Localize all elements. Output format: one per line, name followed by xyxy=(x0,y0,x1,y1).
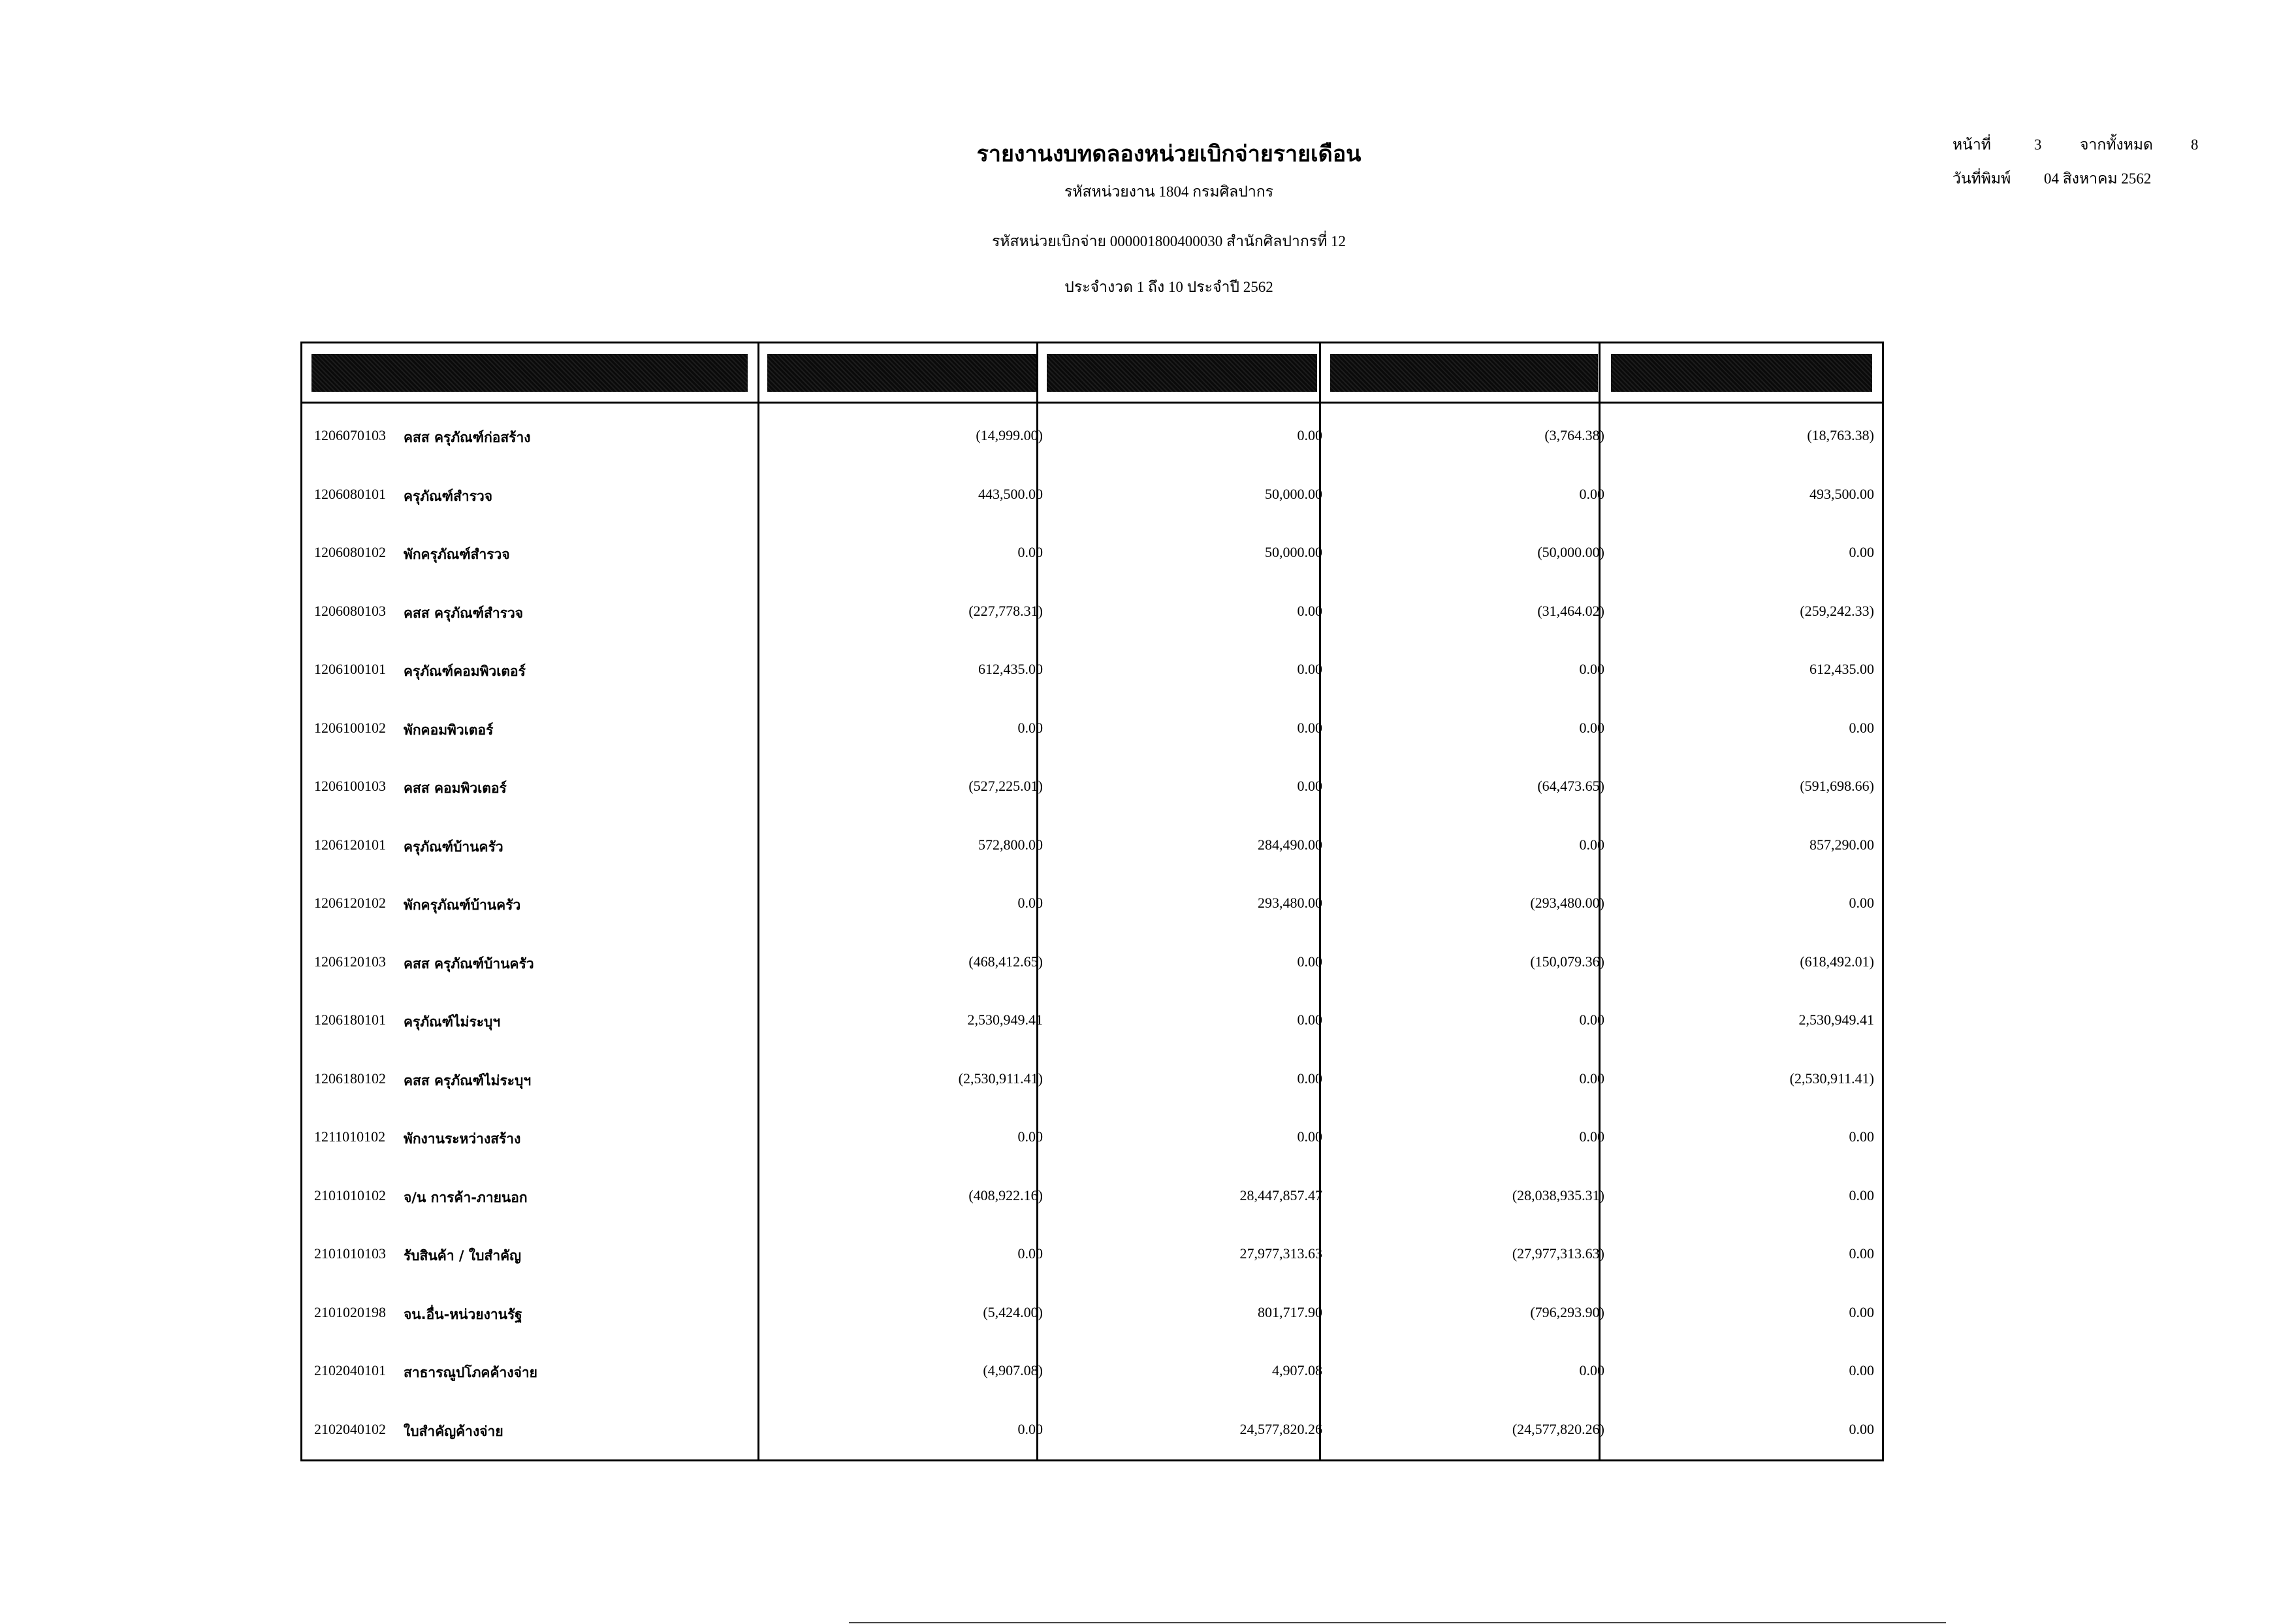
credit-amount: (27,977,313.63) xyxy=(1512,1245,1604,1262)
closing-balance: 2,530,949.41 xyxy=(1798,1011,1874,1028)
opening-balance: 0.00 xyxy=(1017,544,1043,560)
closing-balance: 493,500.00 xyxy=(1809,485,1874,502)
disbursement-unit-line: รหัสหน่วยเบิกจ่าย 000001800400030 สำนักศิลปากรที่ 12 xyxy=(991,233,1346,249)
opening-balance: (4,907.08) xyxy=(983,1362,1043,1378)
opening-balance: (468,412.65) xyxy=(968,953,1043,970)
table-row xyxy=(302,1281,1882,1339)
account-name: คสส ครุภัณฑ์บ้านครัว xyxy=(404,955,534,972)
closing-balance: 857,290.00 xyxy=(1809,836,1874,853)
credit-amount: (24,577,820.26) xyxy=(1512,1420,1604,1437)
closing-balance: (259,242.33) xyxy=(1800,602,1874,619)
account-name: พักครุภัณฑ์สำรวจ xyxy=(404,547,510,562)
credit-amount: (150,079.36) xyxy=(1530,953,1604,970)
debit-amount: 50,000.00 xyxy=(1265,485,1322,502)
account-code: 1211010102 xyxy=(314,1128,386,1145)
account-code: 2102040101 xyxy=(314,1362,386,1378)
debit-amount: 0.00 xyxy=(1297,1128,1322,1145)
closing-balance: (618,492.01) xyxy=(1800,953,1874,970)
opening-balance: (408,922.16) xyxy=(968,1186,1043,1203)
credit-amount: (293,480.00) xyxy=(1530,895,1604,911)
closing-balance: 0.00 xyxy=(1849,719,1874,736)
opening-balance: (2,530,911.41) xyxy=(958,1070,1043,1087)
closing-balance: 0.00 xyxy=(1849,1186,1874,1203)
column-header-debit xyxy=(1047,354,1317,392)
table-header xyxy=(302,343,1882,404)
opening-balance: (227,778.31) xyxy=(968,602,1043,619)
closing-balance: 0.00 xyxy=(1849,1420,1874,1437)
account-name: ครุภัณฑ์คอมพิวเตอร์ xyxy=(404,663,526,679)
debit-amount: 50,000.00 xyxy=(1265,544,1322,560)
account-name: สาธารณูปโภคค้างจ่าย xyxy=(404,1365,537,1380)
account-code: 1206100103 xyxy=(314,778,386,794)
table-row xyxy=(302,1397,1882,1456)
account-code: 1206180101 xyxy=(314,1011,386,1028)
credit-amount: 0.00 xyxy=(1579,719,1604,736)
account-code: 1206080103 xyxy=(314,602,386,619)
table-row xyxy=(302,1047,1882,1106)
account-code: 1206180102 xyxy=(314,1070,386,1087)
account-name: ครุภัณฑ์สำรวจ xyxy=(404,488,493,504)
credit-amount: (64,473.65) xyxy=(1537,778,1604,794)
account-name: คสส ครุภัณฑ์ไม่ระบุฯ xyxy=(404,1072,532,1089)
account-name: พักคอมพิวเตอร์ xyxy=(404,722,494,738)
table-row xyxy=(302,637,1882,696)
table-row xyxy=(302,871,1882,930)
print-date xyxy=(1952,167,2151,191)
table-row xyxy=(302,462,1882,521)
debit-amount: 0.00 xyxy=(1297,427,1322,443)
print-date-value: 04 สิงหาคม 2562 xyxy=(2044,170,2152,187)
table-row xyxy=(302,579,1882,638)
debit-amount: 284,490.00 xyxy=(1258,836,1322,853)
debit-amount: 27,977,313.63 xyxy=(1239,1245,1322,1262)
account-code: 1206120102 xyxy=(314,895,386,911)
opening-balance: 443,500.00 xyxy=(978,485,1043,502)
account-code: 2101020198 xyxy=(314,1303,386,1320)
credit-amount: 0.00 xyxy=(1579,1011,1604,1028)
closing-balance: 612,435.00 xyxy=(1809,661,1874,677)
report-title: รายงานงบทดลองหน่วยเบิกจ่ายรายเดือน xyxy=(976,142,1362,167)
closing-balance: 0.00 xyxy=(1849,1128,1874,1145)
opening-balance: 612,435.00 xyxy=(978,661,1043,677)
opening-balance: 0.00 xyxy=(1017,895,1043,911)
opening-balance: 0.00 xyxy=(1017,1245,1043,1262)
closing-balance: 0.00 xyxy=(1849,1362,1874,1378)
credit-amount: 0.00 xyxy=(1579,485,1604,502)
debit-amount: 28,447,857.47 xyxy=(1239,1186,1322,1203)
account-code: 1206120103 xyxy=(314,953,386,970)
total-pages: 8 xyxy=(2191,136,2199,153)
account-name: คสส ครุภัณฑ์สำรวจ xyxy=(404,605,524,621)
account-code: 1206080101 xyxy=(314,485,386,502)
debit-amount: 0.00 xyxy=(1297,661,1322,677)
account-name: พักครุภัณฑ์บ้านครัว xyxy=(404,897,521,913)
credit-amount: (50,000.00) xyxy=(1537,544,1604,560)
table-row xyxy=(302,1222,1882,1281)
closing-balance: 0.00 xyxy=(1849,1245,1874,1262)
account-name: พักงานระหว่างสร้าง xyxy=(404,1131,521,1147)
opening-balance: 572,800.00 xyxy=(978,836,1043,853)
page-label: หน้าที่ xyxy=(1952,136,1991,153)
account-name: จ/น การค้า-ภายนอก xyxy=(404,1189,528,1205)
credit-amount: 0.00 xyxy=(1579,661,1604,677)
table-row xyxy=(302,754,1882,813)
opening-balance: 2,530,949.41 xyxy=(967,1011,1043,1028)
debit-amount: 0.00 xyxy=(1297,1070,1322,1087)
account-code: 1206070103 xyxy=(314,427,386,443)
opening-balance: (14,999.00) xyxy=(976,427,1043,443)
opening-balance: 0.00 xyxy=(1017,1128,1043,1145)
account-name: รับสินค้า / ใบสำคัญ xyxy=(404,1248,522,1264)
credit-amount: (31,464.02) xyxy=(1537,602,1604,619)
print-date-label: วันที่พิมพ์ xyxy=(1952,170,2011,187)
account-code: 1206100102 xyxy=(314,719,386,736)
account-name: ครุภัณฑ์บ้านครัว xyxy=(404,838,503,855)
total-pages-label: จากทั้งหมด xyxy=(2080,136,2153,153)
table-row xyxy=(302,404,1882,462)
closing-balance: 0.00 xyxy=(1849,895,1874,911)
debit-amount: 801,717.90 xyxy=(1258,1303,1322,1320)
account-code: 2101010103 xyxy=(314,1245,386,1262)
debit-amount: 24,577,820.26 xyxy=(1239,1420,1322,1437)
table-row xyxy=(302,1105,1882,1164)
table-row xyxy=(302,1339,1882,1397)
table-row xyxy=(302,520,1882,579)
closing-balance: (591,698.66) xyxy=(1800,778,1874,794)
column-header-closing-balance xyxy=(1611,354,1872,392)
account-code: 1206120101 xyxy=(314,836,386,853)
column-header-credit xyxy=(1330,354,1598,392)
credit-amount: (796,293.90) xyxy=(1530,1303,1604,1320)
page-indicator xyxy=(1952,133,2199,157)
debit-amount: 0.00 xyxy=(1297,778,1322,794)
table-row xyxy=(302,1164,1882,1222)
opening-balance: 0.00 xyxy=(1017,1420,1043,1437)
opening-balance: (5,424.00) xyxy=(983,1303,1043,1320)
credit-amount: (28,038,935.31) xyxy=(1512,1186,1604,1203)
table-row xyxy=(302,988,1882,1047)
credit-amount: 0.00 xyxy=(1579,1362,1604,1378)
opening-balance: (527,225.01) xyxy=(968,778,1043,794)
credit-amount: 0.00 xyxy=(1579,1128,1604,1145)
page-bottom-rule xyxy=(849,1622,1946,1623)
closing-balance: 0.00 xyxy=(1849,1303,1874,1320)
account-code: 1206080102 xyxy=(314,544,386,560)
closing-balance: 0.00 xyxy=(1849,544,1874,560)
account-name: ใบสำคัญค้างจ่าย xyxy=(404,1423,503,1439)
table-row xyxy=(302,930,1882,989)
account-code: 2102040102 xyxy=(314,1420,386,1437)
table-row xyxy=(302,813,1882,872)
closing-balance: (2,530,911.41) xyxy=(1789,1070,1874,1087)
period-line: ประจำงวด 1 ถึง 10 ประจำปี 2562 xyxy=(1064,279,1273,295)
debit-amount: 0.00 xyxy=(1297,953,1322,970)
table-row xyxy=(302,696,1882,755)
column-header-opening-balance xyxy=(767,354,1036,392)
debit-amount: 0.00 xyxy=(1297,719,1322,736)
credit-amount: 0.00 xyxy=(1579,836,1604,853)
debit-amount: 0.00 xyxy=(1297,1011,1322,1028)
account-code: 1206100101 xyxy=(314,661,386,677)
credit-amount: 0.00 xyxy=(1579,1070,1604,1087)
credit-amount: (3,764.38) xyxy=(1544,427,1604,443)
account-name: จน.อื่น-หน่วยงานรัฐ xyxy=(404,1306,522,1322)
debit-amount: 0.00 xyxy=(1297,602,1322,619)
column-header-account xyxy=(311,354,748,392)
agency-line: รหัสหน่วยงาน 1804 กรมศิลปากร xyxy=(1064,183,1274,200)
account-name: ครุภัณฑ์ไม่ระบุฯ xyxy=(404,1014,501,1030)
debit-amount: 293,480.00 xyxy=(1258,895,1322,911)
account-name: คสส ครุภัณฑ์ก่อสร้าง xyxy=(404,430,531,445)
closing-balance: (18,763.38) xyxy=(1807,427,1874,443)
trial-balance-table xyxy=(300,342,1884,1461)
debit-amount: 4,907.08 xyxy=(1272,1362,1322,1378)
account-code: 2101010102 xyxy=(314,1186,386,1203)
account-name: คสส คอมพิวเตอร์ xyxy=(404,780,507,796)
opening-balance: 0.00 xyxy=(1017,719,1043,736)
page-number: 3 xyxy=(2034,136,2042,153)
